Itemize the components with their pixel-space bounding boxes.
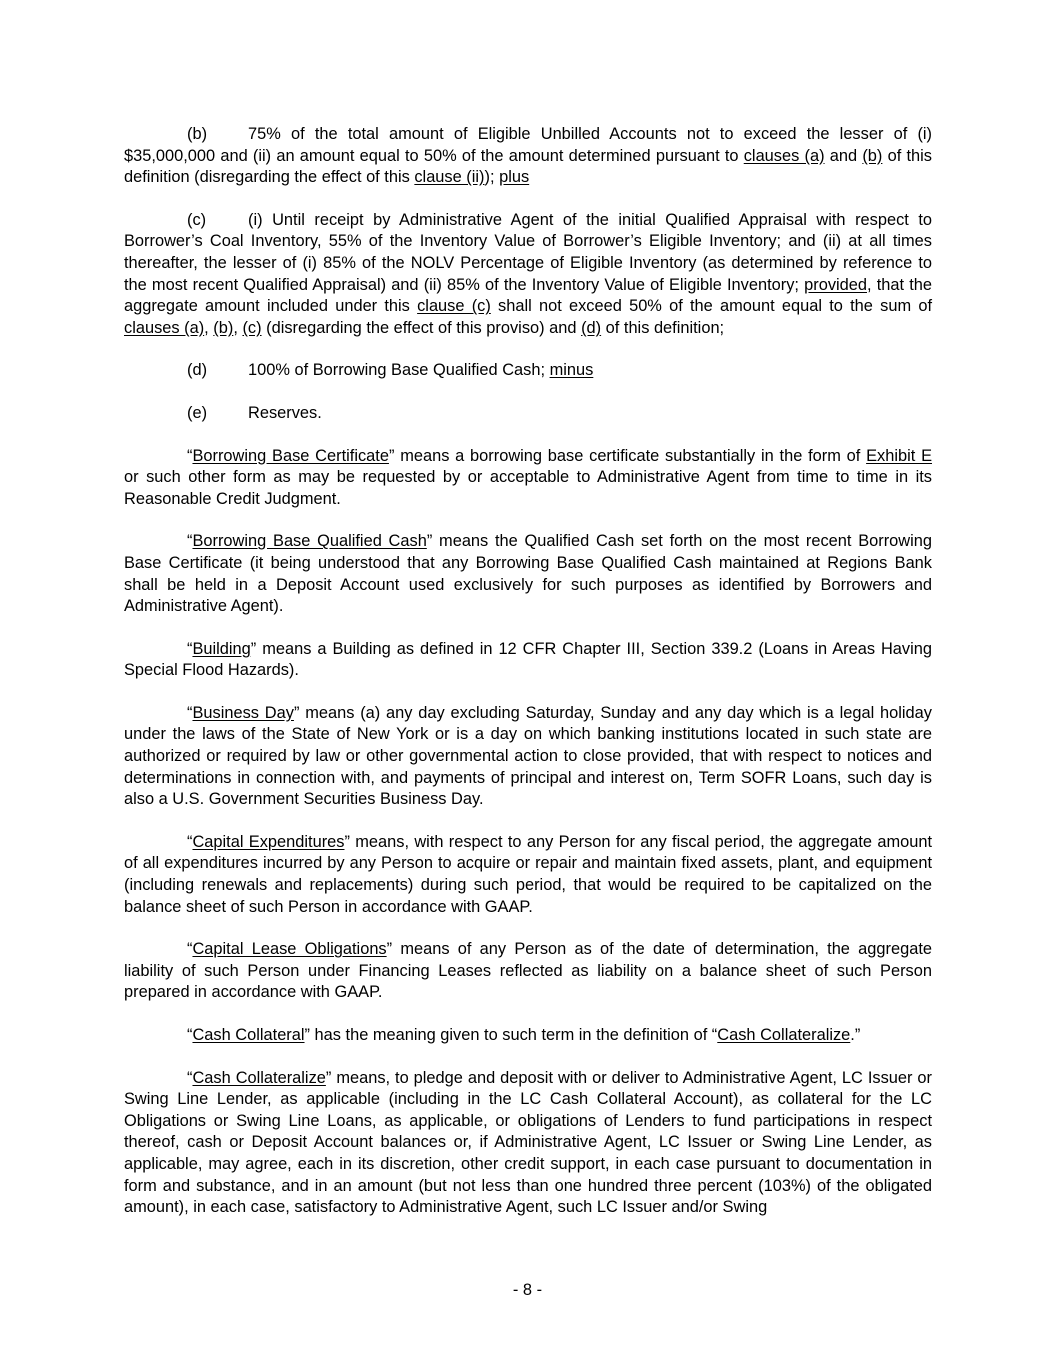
clause-label: (c) bbox=[187, 210, 207, 229]
clause-e: (e) Reserves. bbox=[124, 403, 932, 425]
cross-reference: clause (c) bbox=[417, 297, 491, 316]
cross-reference: Cash Collateralize bbox=[717, 1026, 851, 1044]
cross-reference: clauses (a) bbox=[743, 146, 825, 165]
clause-label: (d) bbox=[187, 361, 208, 380]
definition-capital-lease-obligations: “Capital Lease Obligations” means of any Person as of the date of determination, the aggregate liability of such Person under Financing Leases reflected as liability on a balance sheet of such Person prepared in accordance with GAAP. bbox=[124, 940, 932, 1002]
cross-reference: clause (ii) bbox=[414, 168, 485, 187]
defined-term: Borrowing Base Qualified Cash bbox=[192, 532, 427, 551]
cross-reference: Exhibit E bbox=[866, 446, 932, 465]
defined-term: Building bbox=[192, 639, 251, 658]
defined-term: Cash Collateral bbox=[192, 1026, 305, 1044]
document-page bbox=[124, 124, 932, 1240]
clause-label: (b) bbox=[187, 125, 208, 143]
cross-reference: (c) bbox=[242, 318, 262, 337]
definition-business-day: “Business Day” means (a) any day excluding Saturday, Sunday and any day which is a legal holiday under the laws of the State of New York or is a day on which banking institutions located in such state are authorized or required by law or other governmental action to close provided, that with respect to notices and determinations in connection with, and payments of principal and interest on, Term SOFR Loans, such day is also a U.S. Government Securities Business Day. bbox=[124, 703, 932, 809]
proviso-word: provided bbox=[804, 275, 867, 294]
cross-reference: (b) bbox=[213, 318, 234, 337]
cross-reference: clauses (a) bbox=[124, 318, 205, 337]
definition-building: “Building” means a Building as defined in 12 CFR Chapter III, Section 339.2 (Loans in Areas Having Special Flood Hazards). bbox=[124, 639, 932, 680]
clause-label: (e) bbox=[187, 403, 208, 422]
defined-term: Business Day bbox=[192, 703, 294, 722]
clause-d: (d) 100% of Borrowing Base Qualified Cash; minus bbox=[124, 360, 932, 382]
clause-c: (c) (i) Until receipt by Administrative Agent of the initial Qualified Appraisal with respect to Borrower’s Coal Inventory, 55% of the Inventory Value of Borrower’s Eligible Inventory; and (ii) at all times thereafter, the lesser of (i) 85% of the NOLV Percentage of Eligible Inventory (as determined by reference to the most recent Qualified Appraisal) and (ii) 85% of the Inventory Value of Eligible Inventory; provided, that the aggregate amount included under this clause (c) shall not exceed 50% of the amount equal to the sum of clauses (a), (b), (c) (disregarding the effect of this proviso) and (d) of this definition; bbox=[124, 210, 932, 337]
definition-cash-collateral: “Cash Collateral” has the meaning given to such term in the definition of “Cash Collateralize.” bbox=[187, 1026, 861, 1044]
definition-borrowing-base-certificate: “Borrowing Base Certificate” means a borrowing base certificate substantially in the form of Exhibit E or such other form as may be requested by or acceptable to Administrative Agent from time to time in its Reasonable Credit Judgment. bbox=[124, 446, 932, 508]
defined-term: Capital Expenditures bbox=[192, 832, 345, 851]
cross-reference: (d) bbox=[581, 318, 602, 337]
connector-word: plus bbox=[499, 168, 530, 187]
clause-b: (b) 75% of the total amount of Eligible Unbilled Accounts not to exceed the lesser of (i) $35,000,000 and (ii) an amount equal to 50% of the amount determined pursuant to clauses (a) and (b) of this definition (disregarding the effect of this clause (ii)); plus bbox=[124, 125, 932, 187]
defined-term: Cash Collateralize bbox=[192, 1068, 326, 1087]
definition-cash-collateralize: “Cash Collateralize” means, to pledge and deposit with or deliver to Administrative Agent, LC Issuer or Swing Line Lender, as applicable (including in the LC Cash Collateral Account), as collateral for the LC Obligations or Swing Line Loans, as applicable, or obligations of Lenders to fund participations in respect thereof, cash or Deposit Account balances or, if Administrative Agent, LC Issuer or Swing Line Lender, as applicable, may agree, each in its discretion, other credit support, in each case pursuant to documentation in form and substance, and in an amount (but not less than one hundred three percent (103%) of the obligated amount), in each case, satisfactory to Administrative Agent, such LC Issuer and/or Swing bbox=[124, 1068, 932, 1217]
connector-word: minus bbox=[549, 361, 594, 380]
defined-term: Capital Lease Obligations bbox=[192, 940, 387, 959]
definition-capital-expenditures: “Capital Expenditures” means, with respect to any Person for any fiscal period, the aggregate amount of all expenditures incurred by any Person to acquire or repair and maintain fixed assets, plant, and equipment (including renewals and replacements) during such period, that would be required to be capitalized on the balance sheet of such Person in accordance with GAAP. bbox=[124, 832, 933, 916]
page-number: - 8 - bbox=[512, 1281, 543, 1299]
defined-term: Borrowing Base Certificate bbox=[192, 446, 389, 465]
cross-reference: (b) bbox=[862, 146, 883, 165]
definition-borrowing-base-qualified-cash: “Borrowing Base Qualified Cash” means the Qualified Cash set forth on the most recent Borrowing Base Certificate (it being understood that any Borrowing Base Qualified Cash maintained at Regions Bank shall be held in a Deposit Account used exclusively for such purposes as identified by Borrowers and Administrative Agent). bbox=[124, 532, 933, 616]
